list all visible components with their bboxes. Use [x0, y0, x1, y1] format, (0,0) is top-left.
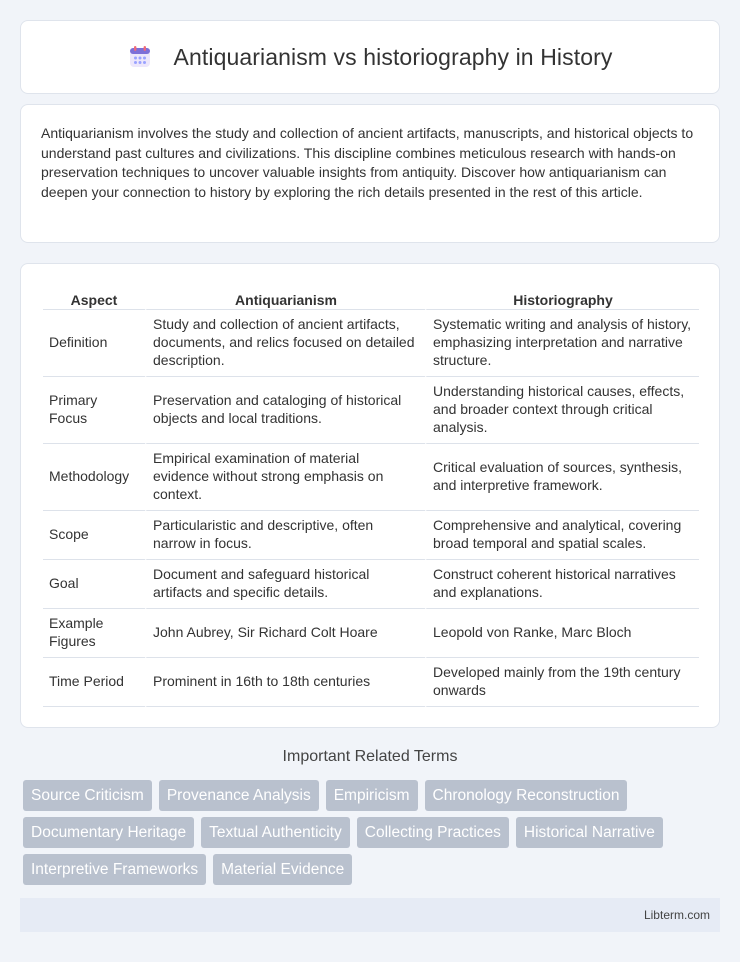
- title-card: [20, 20, 720, 94]
- column-header-aspect: Aspect: [43, 284, 145, 310]
- row-aspect-cell: Scope: [43, 511, 145, 560]
- row-historiography-cell: Understanding historical causes, effects, and broader context through critical analysis.: [425, 377, 699, 444]
- intro-card: [20, 104, 720, 243]
- related-term-tag[interactable]: Source Criticism: [23, 780, 152, 811]
- row-antiquarianism-cell: Preservation and cataloging of historical objects and local traditions.: [145, 377, 425, 444]
- table-header-row: [43, 284, 699, 310]
- table-row: [43, 444, 699, 511]
- footer: [20, 898, 720, 932]
- row-historiography-cell: Systematic writing and analysis of history, emphasizing interpretation and narrative structure.: [425, 310, 699, 377]
- intro-paragraph: Antiquarianism involves the study and collection of ancient artifacts, manuscripts, and historical objects to understand past cultures and civilizations. This discipline combines meticulous research with hands-on preservation techniques to uncover valuable insights from antiquity. Discover how antiquarianism can deepen your connection to history by exploring the rich details presented in the rest of this article.: [41, 125, 694, 200]
- related-term-tag[interactable]: Interpretive Frameworks: [23, 854, 206, 885]
- comparison-table: [43, 284, 699, 707]
- row-antiquarianism-cell: Prominent in 16th to 18th centuries: [145, 658, 425, 707]
- related-term-tag[interactable]: Documentary Heritage: [23, 817, 194, 848]
- table-row: [43, 658, 699, 707]
- row-historiography-cell: Comprehensive and analytical, covering broad temporal and spatial scales.: [425, 511, 699, 560]
- row-historiography-cell: Critical evaluation of sources, synthesis, and interpretive framework.: [425, 444, 699, 511]
- row-antiquarianism-cell: Document and safeguard historical artifacts and specific details.: [145, 560, 425, 609]
- related-term-tag[interactable]: Textual Authenticity: [201, 817, 350, 848]
- row-antiquarianism-cell: Study and collection of ancient artifacts, documents, and relics focused on detailed description.: [145, 310, 425, 377]
- row-antiquarianism-cell: Particularistic and descriptive, often narrow in focus.: [145, 511, 425, 560]
- calendar-icon: [128, 45, 152, 69]
- table-row: [43, 560, 699, 609]
- row-aspect-cell: Definition: [43, 310, 145, 377]
- row-aspect-cell: Example Figures: [43, 609, 145, 658]
- row-aspect-cell: Methodology: [43, 444, 145, 511]
- related-term-tag[interactable]: Chronology Reconstruction: [425, 780, 628, 811]
- page-title: Antiquarianism vs historiography in History: [173, 43, 613, 70]
- row-aspect-cell: Goal: [43, 560, 145, 609]
- row-antiquarianism-cell: Empirical examination of material evidence without strong emphasis on context.: [145, 444, 425, 511]
- related-terms-list: [23, 780, 723, 891]
- row-historiography-cell: Developed mainly from the 19th century onwards: [425, 658, 699, 707]
- row-aspect-cell: Primary Focus: [43, 377, 145, 444]
- row-aspect-cell: Time Period: [43, 658, 145, 707]
- table-row: [43, 511, 699, 560]
- row-historiography-cell: Leopold von Ranke, Marc Bloch: [425, 609, 699, 658]
- related-term-tag[interactable]: Material Evidence: [213, 854, 352, 885]
- table-row: [43, 609, 699, 658]
- row-antiquarianism-cell: John Aubrey, Sir Richard Colt Hoare: [145, 609, 425, 658]
- comparison-table-card: [20, 263, 720, 728]
- footer-site-link[interactable]: Libterm.com: [643, 908, 710, 922]
- related-term-tag[interactable]: Empiricism: [326, 780, 418, 811]
- related-term-tag[interactable]: Historical Narrative: [516, 817, 663, 848]
- column-header-antiquarianism: Antiquarianism: [145, 284, 425, 310]
- related-term-tag[interactable]: Provenance Analysis: [159, 780, 319, 811]
- related-term-tag[interactable]: Collecting Practices: [357, 817, 509, 848]
- table-row: [43, 310, 699, 377]
- related-terms-title: Important Related Terms: [282, 748, 458, 765]
- row-historiography-cell: Construct coherent historical narratives and explanations.: [425, 560, 699, 609]
- table-row: [43, 377, 699, 444]
- column-header-historiography: Historiography: [425, 284, 699, 310]
